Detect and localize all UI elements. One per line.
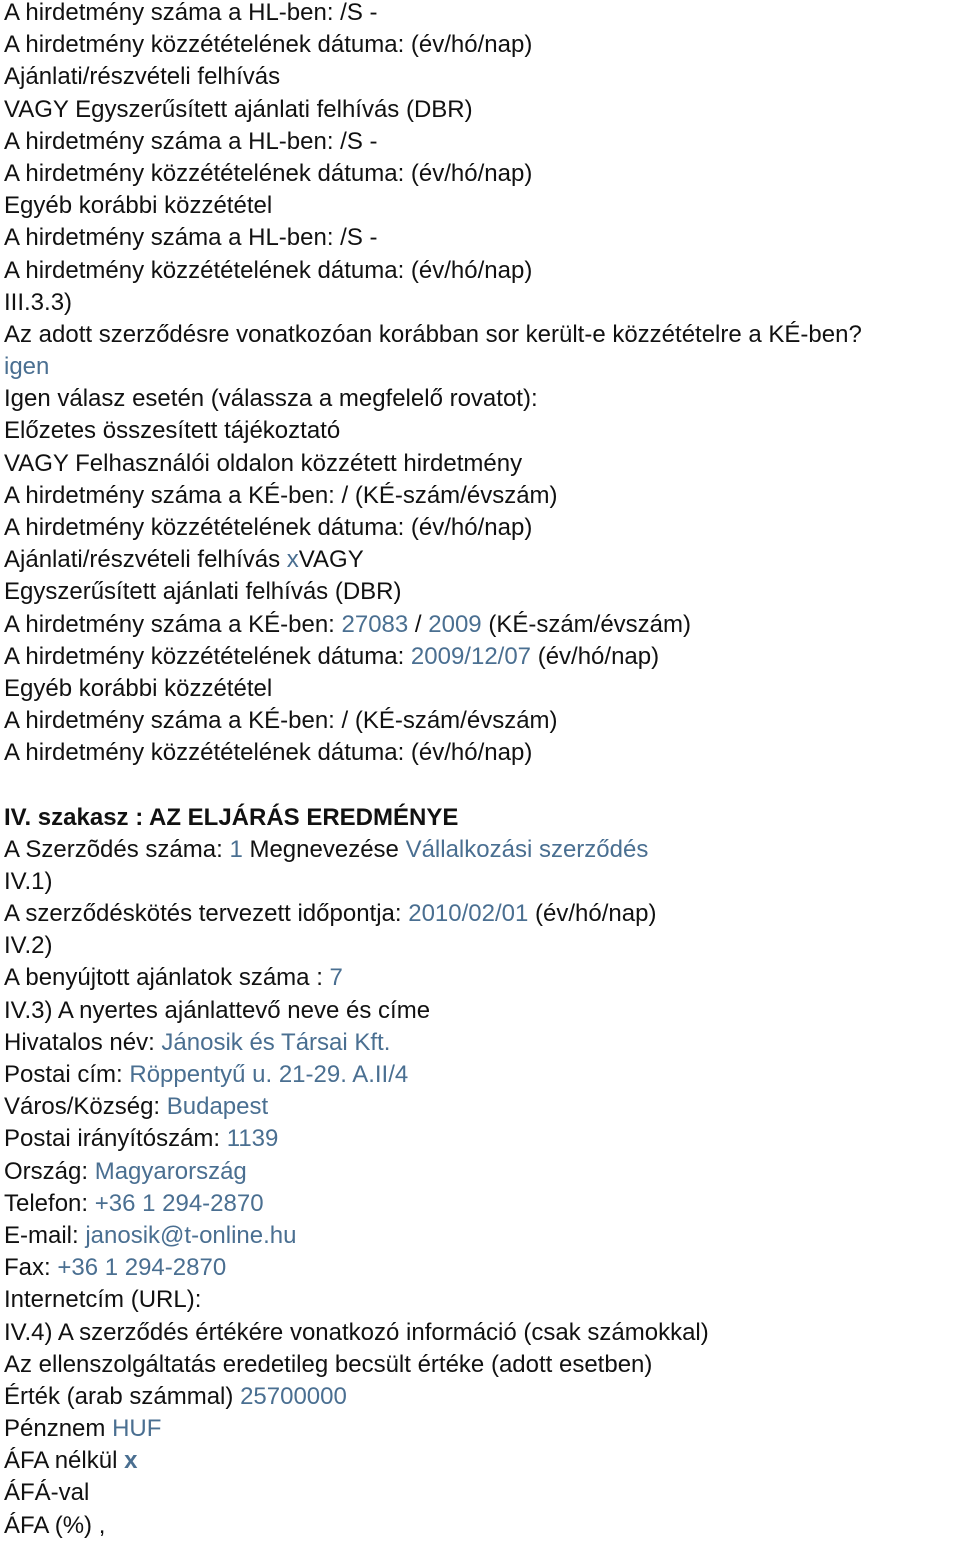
- call-for-tender-row: [4, 547, 956, 579]
- winner-fax-row: [4, 1255, 956, 1287]
- separator: /: [408, 610, 429, 638]
- contract-row: [4, 837, 956, 869]
- ke-notice-number: A hirdetmény száma a KÉ-ben: / (KÉ-szám/évszám): [4, 707, 558, 735]
- winner-address-row: [4, 1062, 956, 1094]
- call-for-tender-label: Ajánlati/részvételi felhívás: [4, 63, 281, 91]
- suffix: (év/hó/nap): [531, 642, 660, 670]
- answer-value: igen: [4, 353, 50, 381]
- contract-value: 25700000: [240, 1382, 347, 1410]
- winner-name-row: [4, 1030, 956, 1062]
- contract-date-row: [4, 901, 956, 933]
- label: E-mail:: [4, 1221, 86, 1249]
- winner-email: janosik@t-online.hu: [85, 1221, 297, 1249]
- winner-fax: +36 1 294-2870: [57, 1254, 227, 1282]
- label: A hirdetmény száma a KÉ-ben:: [4, 610, 342, 638]
- winner-address: Röppentyű u. 21-29. A.II/4: [129, 1061, 409, 1088]
- label: A benyújtott ajánlatok száma :: [4, 964, 330, 992]
- label: A hirdetmény közzétételének dátuma:: [4, 642, 411, 670]
- dbr-label: VAGY Egyszerűsített ajánlati felhívás (DBR): [4, 95, 473, 123]
- hl-notice-number: A hirdetmény száma a HL-ben: /S -: [4, 224, 378, 252]
- label: Érték (arab számmal): [4, 1382, 241, 1410]
- vat-included-row: ÁFÁ-val: [4, 1479, 90, 1507]
- winner-url-row: Internetcím (URL):: [4, 1286, 202, 1314]
- contract-value-heading: IV.4) A szerződés értékére vonatkozó információ (csak számokkal): [4, 1318, 709, 1346]
- winner-country-row: [4, 1159, 956, 1191]
- vat-excluded-mark: x: [124, 1447, 138, 1475]
- label: Postai cím:: [4, 1061, 130, 1088]
- winner-email-row: [4, 1223, 956, 1255]
- prior-info-label: Előzetes összesített tájékoztató: [4, 417, 341, 445]
- hl-notice-date: A hirdetmény közzétételének dátuma: (év/hó/nap): [4, 31, 533, 59]
- ke-notice-number: A hirdetmény száma a KÉ-ben: / (KÉ-szám/évszám): [4, 481, 558, 509]
- section-spacer: [4, 773, 956, 805]
- dbr-label: Egyszerűsített ajánlati felhívás (DBR): [4, 578, 402, 606]
- label: Megnevezése: [242, 835, 406, 863]
- vat-excluded-row: [4, 1448, 956, 1480]
- winner-zip: 1139: [226, 1125, 279, 1153]
- if-yes-instruction: Igen válasz esetén (válassza a megfelelő rovatot):: [4, 385, 538, 413]
- ke-number-value: 27083: [341, 610, 409, 638]
- label: Ország:: [4, 1157, 95, 1185]
- suffix: (év/hó/nap): [528, 900, 657, 928]
- winner-city: Budapest: [166, 1093, 269, 1121]
- label: A Szerzõdés száma:: [4, 835, 230, 863]
- offers-count-value: 7: [329, 964, 343, 992]
- section-id: III.3.3): [4, 288, 73, 316]
- ke-notice-number-row: [4, 612, 956, 644]
- winner-country: Magyarország: [94, 1157, 247, 1185]
- winner-phone: +36 1 294-2870: [94, 1189, 264, 1217]
- offers-count-row: [4, 965, 956, 997]
- section-id: IV.1): [4, 867, 53, 895]
- document-page: [4, 0, 956, 1545]
- label: Város/Község:: [4, 1093, 167, 1121]
- ke-year-value: 2009: [428, 610, 482, 638]
- currency-row: [4, 1416, 956, 1448]
- section-heading: IV. szakasz : AZ ELJÁRÁS EREDMÉNYE: [4, 803, 459, 831]
- hl-notice-number: A hirdetmény száma a HL-ben: /S -: [4, 0, 378, 26]
- hl-notice-date: A hirdetmény közzétételének dátuma: (év/hó/nap): [4, 256, 533, 284]
- ke-date-value: 2009/12/07: [410, 642, 532, 670]
- label: A szerződéskötés tervezett időpontja:: [4, 900, 409, 928]
- suffix: (KÉ-szám/évszám): [481, 610, 692, 638]
- other-publication-label: Egyéb korábbi közzététel: [4, 674, 273, 702]
- contract-date-value: 2010/02/01: [408, 900, 529, 928]
- contract-number: 1: [229, 835, 243, 863]
- prior-publication-answer: [4, 354, 956, 386]
- question-text: Az adott szerződésre vonatkozóan korábban sor került-e közzétételre a KÉ-ben?: [4, 320, 862, 348]
- call-label: Ajánlati/részvételi felhívás: [4, 546, 287, 574]
- label: Postai irányítószám:: [4, 1125, 227, 1153]
- section-id: IV.2): [4, 932, 53, 960]
- label: Fax:: [4, 1254, 58, 1282]
- prior-publication-question: [4, 322, 956, 354]
- winner-zip-row: [4, 1126, 956, 1158]
- label: Telefon:: [4, 1189, 95, 1217]
- other-publication-label: Egyéb korábbi közzététel: [4, 192, 273, 220]
- ke-notice-date: A hirdetmény közzétételének dátuma: (év/hó/nap): [4, 514, 533, 541]
- winner-heading: IV.3) A nyertes ajánlattevő neve és címe: [4, 996, 431, 1024]
- value-row: [4, 1384, 956, 1416]
- label: Hivatalos név:: [4, 1028, 162, 1056]
- label: Pénznem: [4, 1415, 113, 1443]
- hl-notice-number: A hirdetmény száma a HL-ben: /S -: [4, 127, 378, 155]
- user-page-notice-label: VAGY Felhasználói oldalon közzétett hirdetmény: [4, 449, 523, 477]
- contract-name: Vállalkozási szerződés: [405, 835, 649, 863]
- vat-percent-row: ÁFA (%) ,: [4, 1511, 106, 1539]
- winner-name: Jánosik és Társai Kft.: [161, 1028, 391, 1056]
- ke-notice-date-row: [4, 644, 956, 676]
- call-mark: x: [286, 546, 299, 574]
- currency-value: HUF: [112, 1415, 162, 1443]
- call-vagy: VAGY: [298, 546, 364, 574]
- winner-city-row: [4, 1094, 956, 1126]
- hl-notice-date: A hirdetmény közzétételének dátuma: (év/hó/nap): [4, 159, 533, 187]
- label: ÁFA nélkül: [4, 1447, 125, 1475]
- ke-notice-date: A hirdetmény közzétételének dátuma: (év/hó/nap): [4, 739, 533, 767]
- estimated-value-label: Az ellenszolgáltatás eredetileg becsült értéke (adott esetben): [4, 1350, 653, 1378]
- winner-phone-row: [4, 1191, 956, 1223]
